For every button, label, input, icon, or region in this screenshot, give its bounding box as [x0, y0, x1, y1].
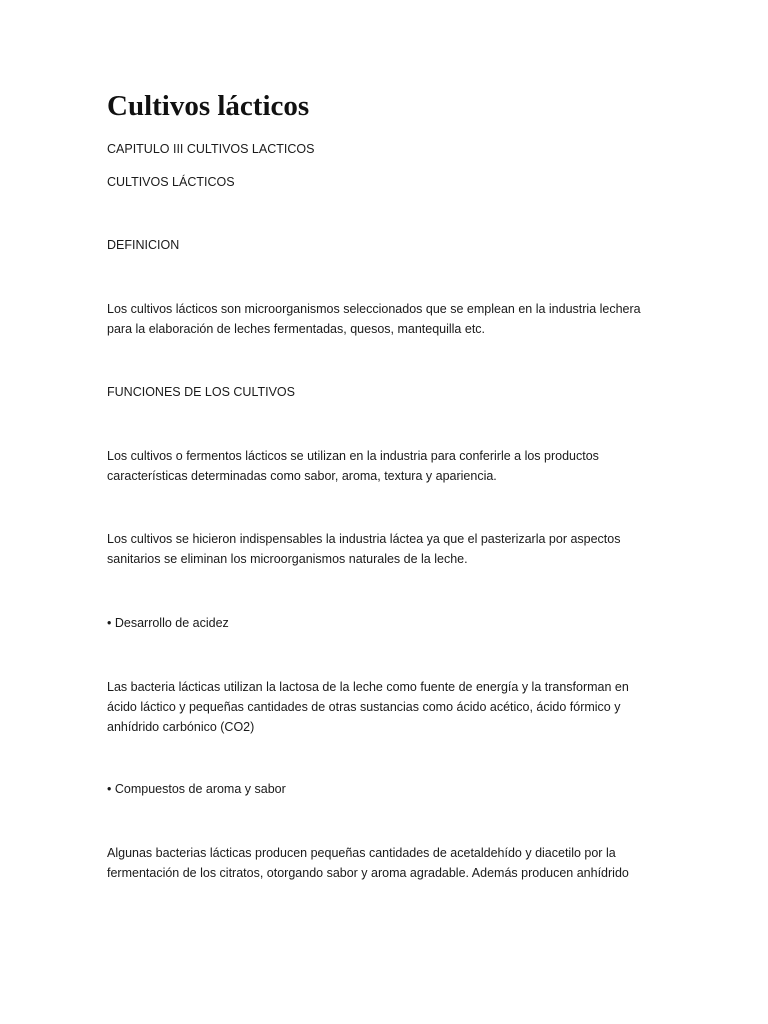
- functions-paragraph-1: [107, 446, 667, 486]
- text-line: CULTIVOS LÁCTICOS: [107, 175, 235, 189]
- text-line: ácido láctico y pequeñas cantidades de otras sustancias como ácido acético, ácido fórmico y: [107, 700, 621, 714]
- aroma-paragraph: [107, 843, 667, 883]
- text-line: FUNCIONES DE LOS CULTIVOS: [107, 385, 295, 399]
- functions-paragraph-2: [107, 529, 667, 569]
- text-line: sanitarios se eliminan los microorganismos naturales de la leche.: [107, 552, 468, 566]
- text-line: • Compuestos de aroma y sabor: [107, 782, 286, 796]
- text-line: Los cultivos lácticos son microorganismos seleccionados que se emplean en la industria lechera: [107, 302, 641, 316]
- text-line: Los cultivos se hicieron indispensables la industria láctea ya que el pasterizarla por aspectos: [107, 532, 621, 546]
- text-line: para la elaboración de leches fermentadas, quesos, mantequilla etc.: [107, 322, 486, 336]
- text-line: Los cultivos o fermentos lácticos se utilizan en la industria para conferirle a los productos: [107, 449, 599, 463]
- document-title: Cultivos lácticos: [107, 90, 310, 122]
- text-line: fermentación de los citratos, otorgando sabor y aroma agradable. Además producen anhídrido: [107, 866, 629, 880]
- definition-paragraph: [107, 299, 667, 339]
- section-heading: [107, 172, 667, 192]
- text-line: Algunas bacterias lácticas producen pequeñas cantidades de acetaldehído y diacetilo por la: [107, 846, 616, 860]
- acidity-paragraph: [107, 677, 667, 737]
- text-line: DEFINICION: [107, 238, 180, 252]
- functions-heading: [107, 382, 667, 402]
- text-line: • Desarrollo de acidez: [107, 616, 229, 630]
- chapter-heading: [107, 139, 667, 159]
- text-line: características determinadas como sabor, aroma, textura y apariencia.: [107, 469, 497, 483]
- text-line: anhídrido carbónico (CO2): [107, 720, 255, 734]
- bullet-aroma-flavor: [107, 779, 667, 799]
- text-line: CAPITULO III CULTIVOS LACTICOS: [107, 142, 315, 156]
- definition-heading: [107, 235, 667, 255]
- bullet-acidity: [107, 613, 667, 633]
- text-line: Las bacteria lácticas utilizan la lactosa de la leche como fuente de energía y la transforman en: [107, 680, 629, 694]
